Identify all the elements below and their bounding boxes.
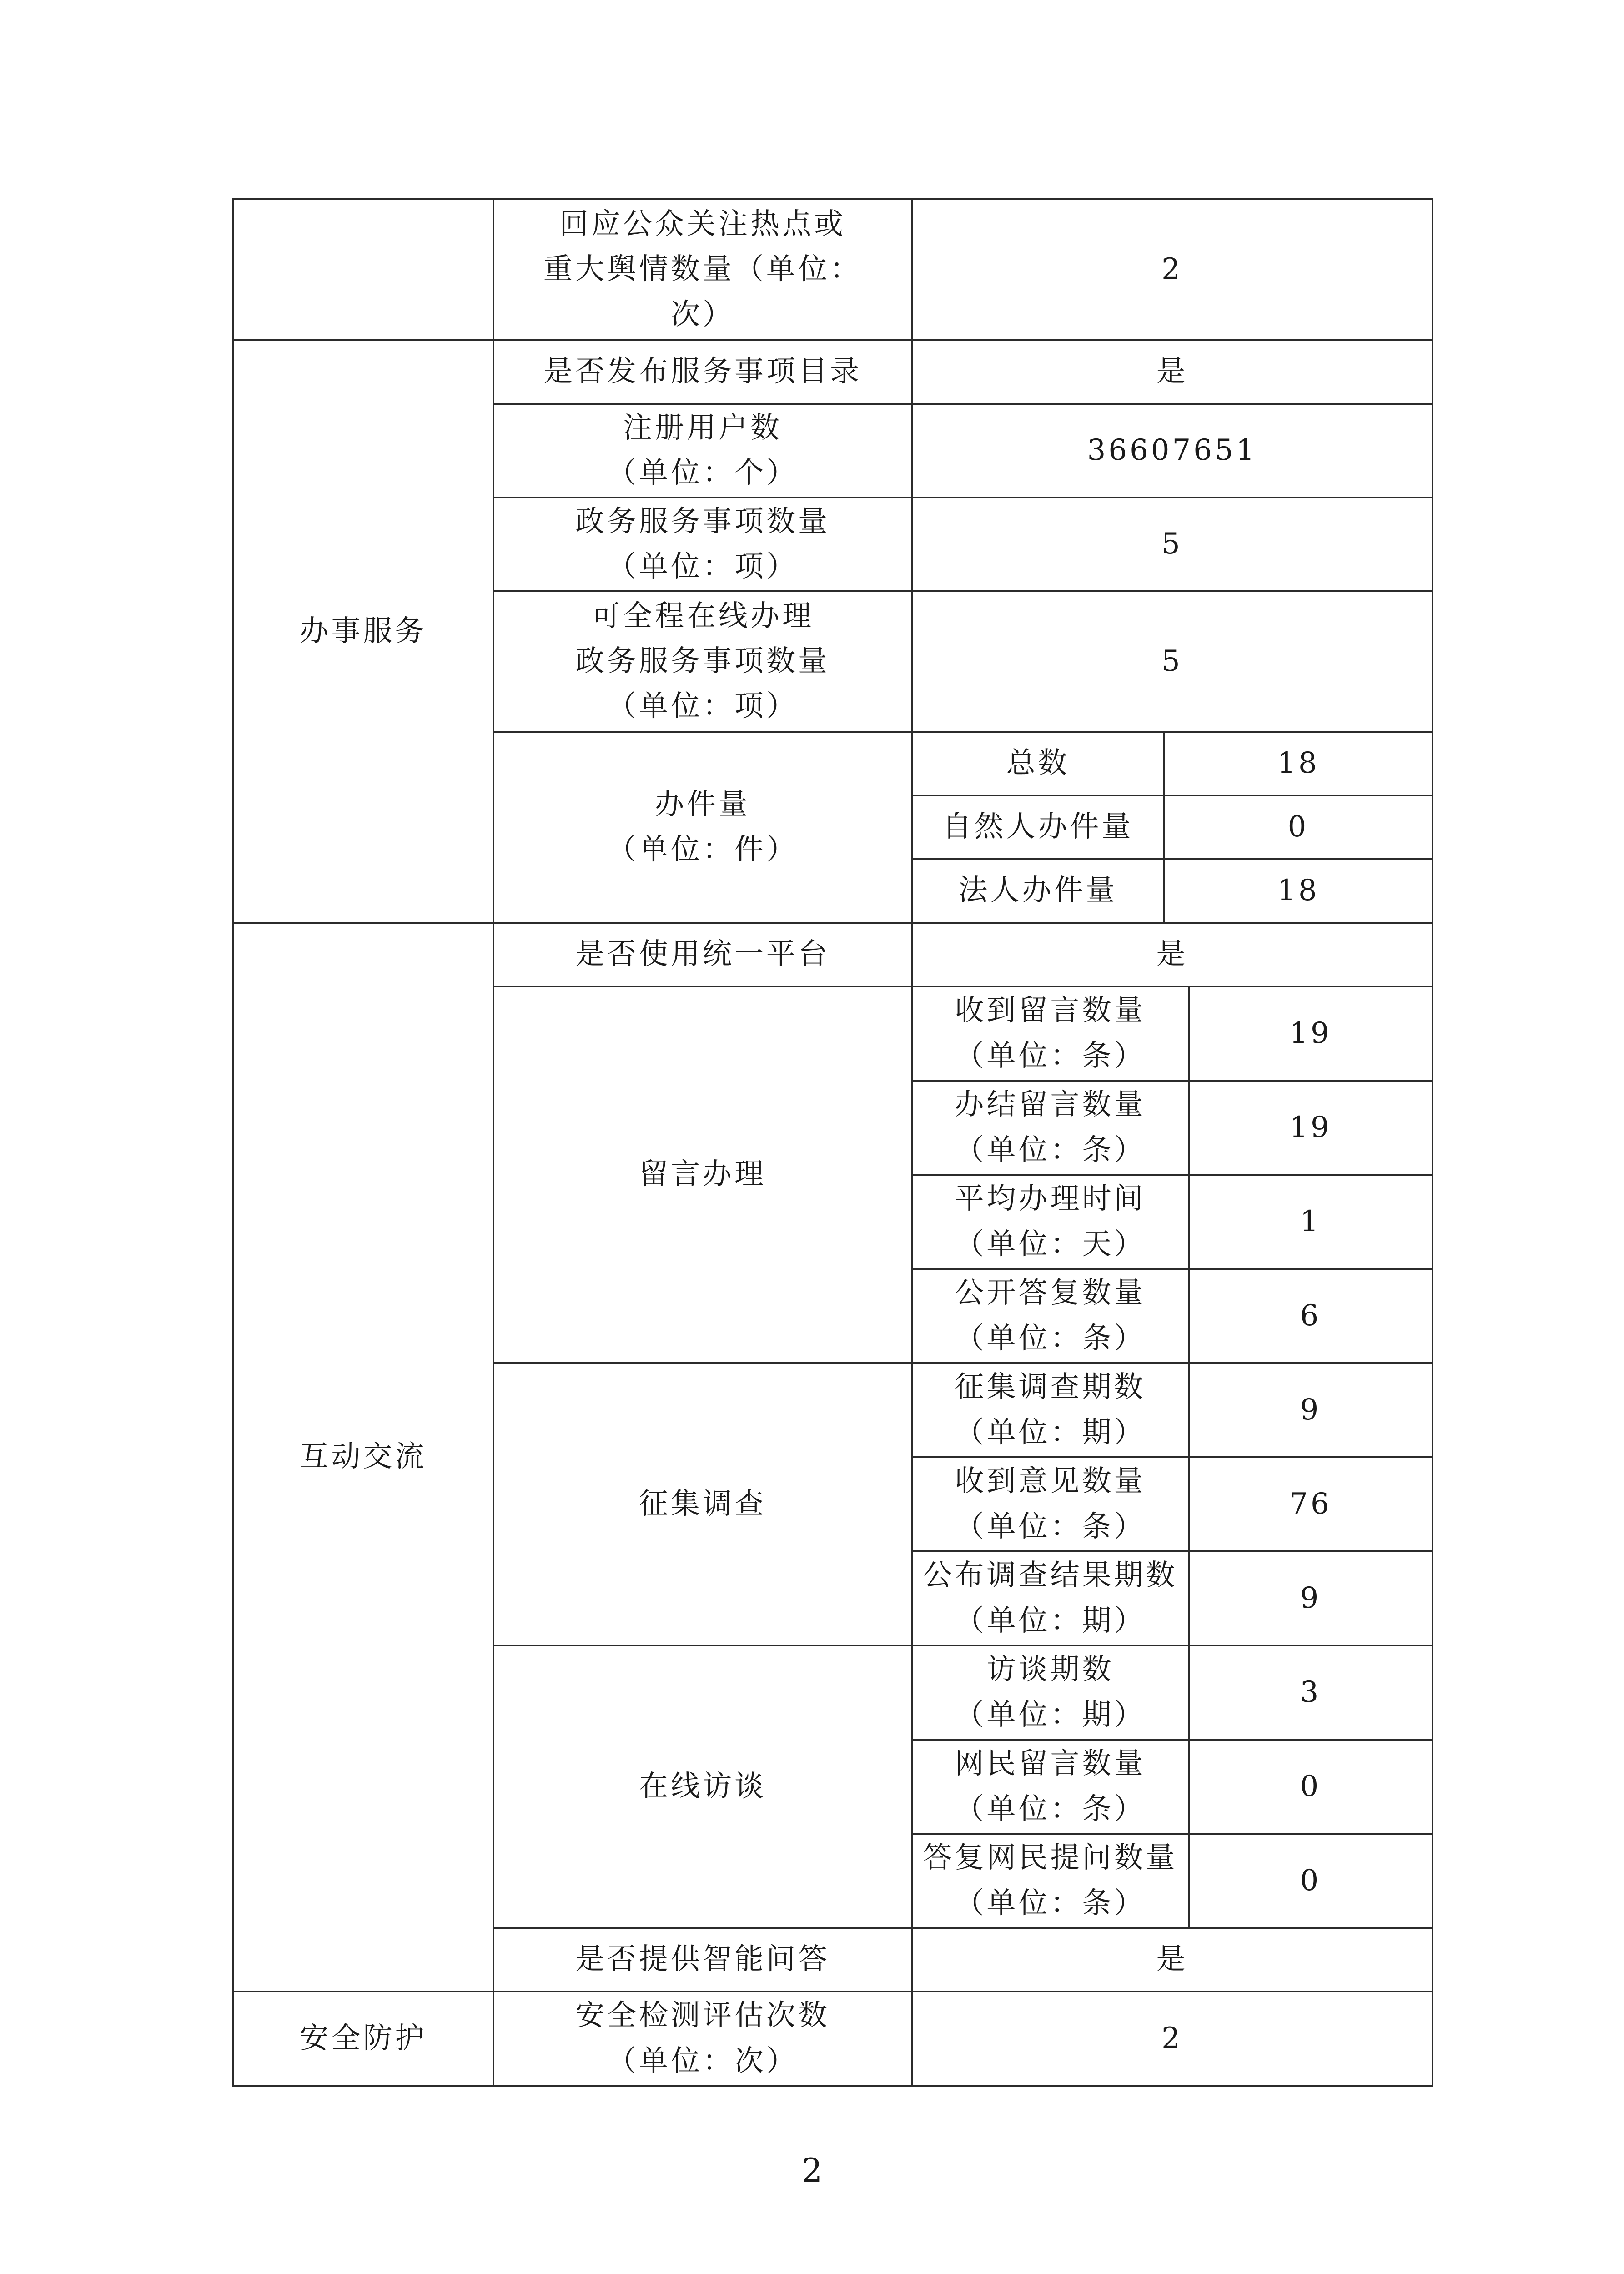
page-number: 2 — [801, 2151, 823, 2189]
sub-indicator-value: 0 — [1189, 1740, 1433, 1834]
label-line: （单位：个） — [607, 456, 798, 490]
sub-indicator-value: 9 — [1189, 1363, 1433, 1457]
sub-indicator-value: 1 — [1189, 1175, 1433, 1269]
label-line: 办结留言数量 — [955, 1088, 1146, 1122]
label-line: （单位：项） — [607, 689, 798, 724]
indicator-value: 2 — [912, 1992, 1433, 2086]
label-line: 平均办理时间 — [955, 1182, 1146, 1216]
label-line: （单位：件） — [607, 833, 798, 866]
sub-indicator-value: 19 — [1189, 986, 1433, 1081]
group-label-messages: 留言办理 — [493, 986, 912, 1363]
sub-indicator-label — [912, 1457, 1189, 1551]
table-row — [233, 1992, 1433, 2086]
label-line: （单位：条） — [955, 1509, 1146, 1544]
indicator-label — [493, 1992, 912, 2086]
section-label-interaction: 互动交流 — [233, 923, 493, 1992]
label-line: 答复网民提问数量 — [923, 1841, 1178, 1875]
sub-indicator-value: 0 — [1189, 1834, 1433, 1928]
group-label-cases — [493, 732, 912, 923]
label-line: 政务服务事项数量 — [575, 504, 830, 538]
indicator-value: 36607651 — [912, 404, 1433, 498]
sub-indicator-value: 76 — [1189, 1457, 1433, 1551]
sub-indicator-label — [912, 1175, 1189, 1269]
label-line: 公开答复数量 — [955, 1276, 1146, 1310]
sub-indicator-label — [912, 1834, 1189, 1928]
group-label-interview: 在线访谈 — [493, 1645, 912, 1928]
label-line: （单位：期） — [955, 1698, 1146, 1732]
indicator-label — [493, 199, 912, 340]
sub-indicator-label — [912, 1081, 1189, 1175]
label-line: 公布调查结果期数 — [923, 1559, 1178, 1593]
category-cell-empty — [233, 199, 493, 340]
label-line: 安全检测评估次数 — [575, 1999, 830, 2033]
indicator-value: 5 — [912, 591, 1433, 732]
sub-indicator-label — [912, 1740, 1189, 1834]
sub-indicator-label — [912, 1363, 1189, 1457]
indicator-label: 是否发布服务事项目录 — [493, 340, 912, 404]
sub-indicator-value: 19 — [1189, 1081, 1433, 1175]
label-line: （单位：条） — [955, 1886, 1146, 1920]
indicator-label: 是否提供智能问答 — [493, 1928, 912, 1992]
label-line: 政务服务事项数量 — [575, 644, 830, 678]
table-row — [233, 199, 1433, 340]
indicator-value: 是 — [912, 1928, 1433, 1992]
indicator-value: 是 — [912, 923, 1433, 986]
sub-indicator-value: 6 — [1189, 1269, 1433, 1363]
sub-indicator-label: 自然人办件量 — [912, 795, 1164, 859]
label-line: 网民留言数量 — [955, 1747, 1146, 1781]
sub-indicator-label — [912, 986, 1189, 1081]
label-line: 可全程在线办理 — [591, 599, 814, 633]
label-line: （单位：条） — [955, 1039, 1146, 1073]
label-line: 次） — [671, 297, 734, 332]
label-line: （单位：次） — [607, 2044, 798, 2078]
section-label-service: 办事服务 — [233, 340, 493, 923]
table-row — [233, 340, 1433, 404]
label-line: （单位：期） — [955, 1604, 1146, 1638]
label-line: 注册用户数 — [623, 411, 782, 445]
label-line: （单位：条） — [955, 1133, 1146, 1167]
indicator-label — [493, 404, 912, 498]
label-line: 访谈期数 — [986, 1653, 1114, 1687]
indicator-value: 是 — [912, 340, 1433, 404]
label-line: （单位：条） — [955, 1321, 1146, 1355]
sub-indicator-value: 0 — [1164, 795, 1433, 859]
sub-indicator-label — [912, 1269, 1189, 1363]
sub-indicator-value: 18 — [1164, 859, 1433, 923]
label-line: 收到意见数量 — [955, 1464, 1146, 1499]
statistics-table-container — [232, 198, 1432, 2087]
label-line: （单位：项） — [607, 550, 798, 584]
label-line: （单位：期） — [955, 1415, 1146, 1449]
sub-indicator-value: 3 — [1189, 1645, 1433, 1740]
label-line: （单位：条） — [955, 1792, 1146, 1826]
statistics-table — [232, 198, 1433, 2087]
indicator-label: 是否使用统一平台 — [493, 923, 912, 986]
label-line: 重大舆情数量（单位： — [543, 252, 862, 287]
sub-indicator-value: 9 — [1189, 1551, 1433, 1645]
label-line: 征集调查期数 — [955, 1370, 1146, 1404]
label-line: （单位：天） — [955, 1227, 1146, 1261]
sub-indicator-label — [912, 1551, 1189, 1645]
label-line: 回应公众关注热点或 — [559, 207, 846, 241]
sub-indicator-label — [912, 1645, 1189, 1740]
indicator-label — [493, 498, 912, 591]
section-label-security: 安全防护 — [233, 1992, 493, 2086]
indicator-value: 5 — [912, 498, 1433, 591]
sub-indicator-label: 法人办件量 — [912, 859, 1164, 923]
label-line: 收到留言数量 — [955, 994, 1146, 1028]
table-row — [233, 923, 1433, 986]
indicator-label — [493, 591, 912, 732]
label-line: 办件量 — [655, 787, 750, 821]
sub-indicator-value: 18 — [1164, 732, 1433, 795]
indicator-value: 2 — [912, 199, 1433, 340]
sub-indicator-label: 总数 — [912, 732, 1164, 795]
group-label-survey: 征集调查 — [493, 1363, 912, 1645]
